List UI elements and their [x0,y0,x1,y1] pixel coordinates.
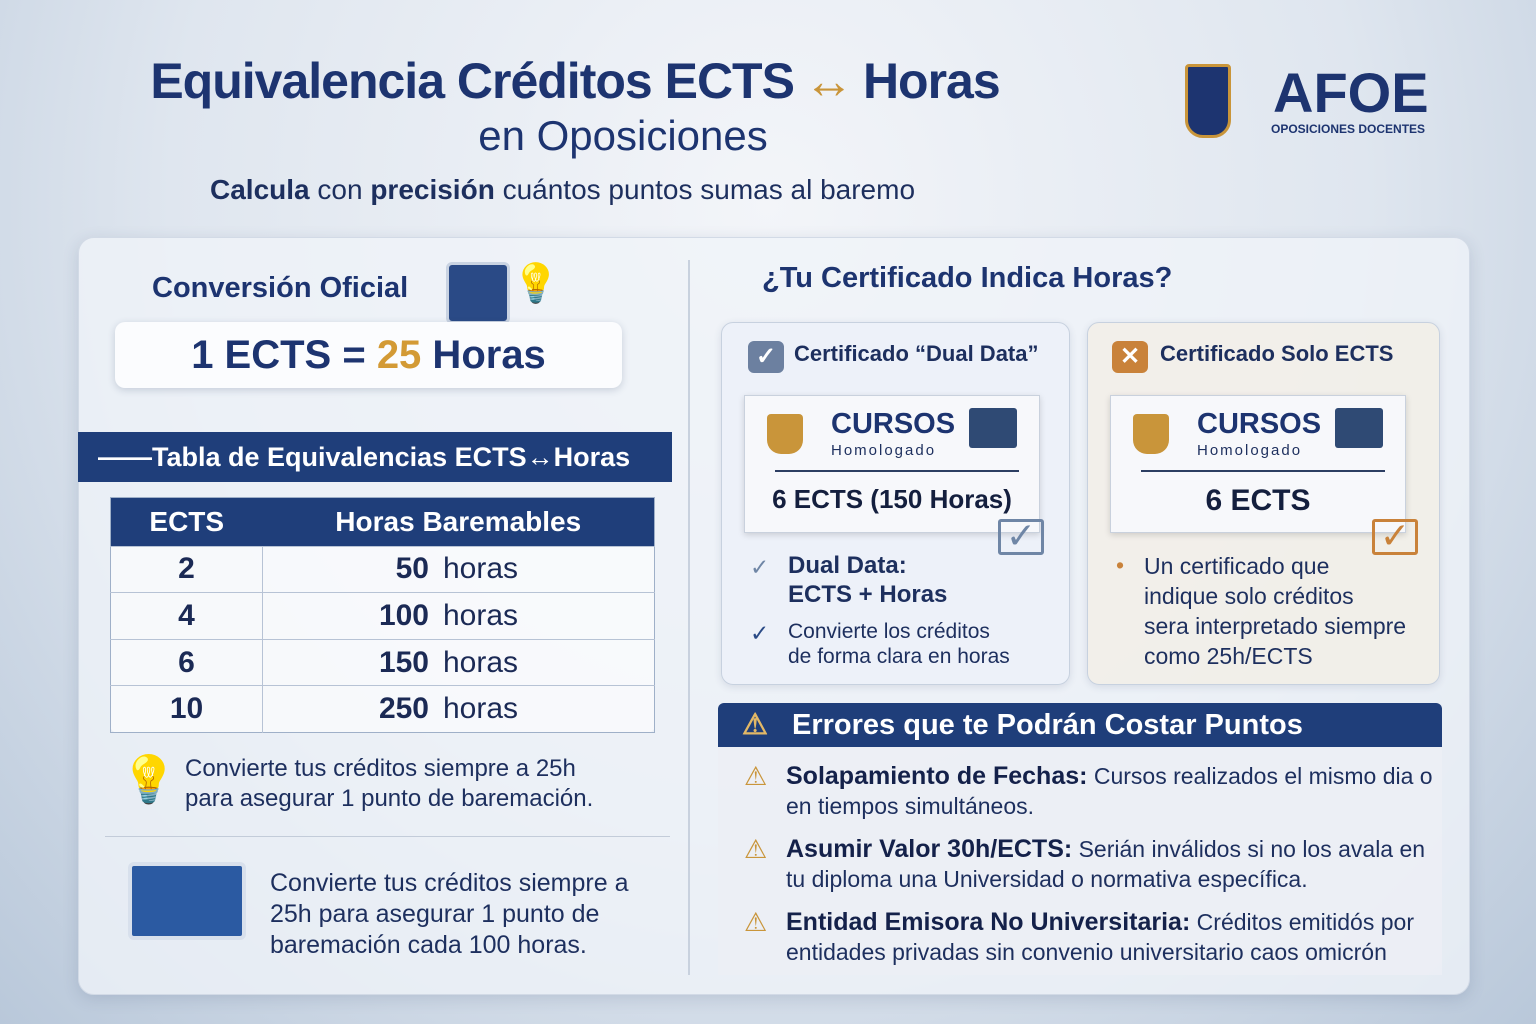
conversion-hours: 25 [376,333,422,377]
tagline-part: con [309,174,371,205]
lightbulb-icon: 💡 [120,753,178,805]
divider [105,836,670,837]
hours-value: 50 [395,552,429,586]
bullet-line: sera interpretado siempre [1144,613,1407,639]
bullet-text [788,619,1010,669]
errors-list [718,747,1442,975]
divider [775,470,1019,472]
warning-icon: ⚠ [742,709,768,741]
hours-cell [263,546,655,593]
doc-subtitle: Homologado [831,442,937,459]
shield-icon [1185,64,1231,138]
tip-line: Convierte tus créditos siempre a [270,869,629,897]
laptop-chart-icon [128,862,246,940]
divider [688,260,690,975]
error-text: Cursos realizados el mismo dia o en tiempos simultáneos. [786,763,1433,819]
bullet-line: Convierte los créditos [788,620,990,643]
column-header: ECTS [111,498,263,547]
error-label: Solapamiento de Fechas: [786,762,1088,790]
error-label: Entidad Emisora No Universitaria: [786,908,1191,936]
certificate-document [1110,395,1406,533]
certificate-document [744,395,1040,533]
ects-cell: 2 [111,546,263,593]
doc-title: CURSOS [1197,408,1322,440]
double-arrow-icon: ↔ [803,53,853,109]
tip-text [185,754,593,814]
title-part: Horas [862,53,1000,109]
check-icon: ✓ [750,620,770,646]
logo-subtitle: OPOSICIONES DOCENTES [1271,122,1426,136]
conversion-box [115,322,622,388]
calculator-icon [446,262,510,324]
tip-line: 25h para asegurar 1 punto de [270,900,600,928]
hours-value: 100 [378,599,429,632]
seal-icon [969,408,1017,448]
table-row [111,639,655,686]
doc-value: 6 ECTS [1205,484,1311,517]
ects-cell: 6 [111,639,263,686]
table-row [111,546,655,593]
bullet-line: ECTS + Horas [788,581,948,608]
tip-text [270,868,628,961]
conversion-text: 1 ECTS = [191,333,377,377]
tip-line: baremación cada 100 horas. [270,931,587,959]
afoe-logo [1185,60,1445,142]
seal-icon [1335,408,1383,448]
hours-cell [263,593,655,640]
x-box-icon: ✕ [1112,341,1148,373]
errors-header [718,703,1442,747]
warning-icon: ⚠ [744,761,768,791]
error-text: Serián inválidos si no los avala en tu diploma una Universidad o normativa específica. [786,836,1426,892]
doc-subtitle: Homologado [1197,442,1303,459]
page-title [0,52,1150,110]
doc-title: CURSOS [831,408,956,440]
hours-unit: horas [443,645,519,679]
tagline [210,174,915,206]
bullet-line: Un certificado que [1144,553,1330,579]
hours-unit: horas [443,552,519,586]
bullet-line: Dual Data: [788,552,907,579]
equivalence-table [110,497,655,733]
error-item [786,761,1442,821]
title-part: Equivalencia Créditos ECTS [150,53,794,109]
bullet-text [788,551,947,609]
error-label: Asumir Valor 30h/ECTS: [786,835,1073,863]
tagline-part: cuántos puntos sumas al baremo [494,174,916,205]
bullet-line: de forma clara en horas [788,645,1010,668]
lightbulb-icon: 💡 [512,263,560,305]
hours-value: 150 [378,645,429,679]
hours-value: 250 [378,692,429,726]
warning-icon: ⚠ [744,834,768,864]
tip-line: Convierte tus créditos siempre a 25h [185,755,576,782]
hours-unit: horas [443,692,519,726]
errors-title: Errores que te Podrán Costar Puntos [792,709,1303,741]
page-subtitle: en Oposiciones [478,112,768,159]
tip-line: para asegurar 1 punto de baremación. [185,785,594,812]
bullet-text [1144,551,1406,671]
hours-cell [263,686,655,733]
card-dual-data [721,322,1070,685]
table-row [111,686,655,733]
card-title: Certificado Solo ECTS [1160,341,1394,366]
tagline-part: Calcula [210,174,310,205]
card-title: Certificado “Dual Data” [794,341,1039,366]
bullet-dot-icon: • [1116,552,1125,578]
card-solo-ects [1087,322,1440,685]
coat-of-arms-icon [1133,414,1169,454]
warning-icon: ⚠ [744,907,768,937]
hours-cell [263,639,655,686]
logo-name: AFOE [1273,61,1429,124]
tagline-part: precisión [370,174,495,205]
table-title: ——Tabla de Equivalencias ECTS↔Horas [78,432,672,482]
conversion-label: Conversión Oficial [152,272,409,304]
divider [1141,470,1385,472]
bullet-line: como 25h/ECTS [1144,643,1313,669]
certificate-heading: ¿Tu Certificado Indica Horas? [762,262,1173,294]
column-header: Horas Baremables [263,498,655,547]
coat-of-arms-icon [767,414,803,454]
ects-cell: 4 [111,593,263,640]
checkbox-checked-icon: ✓ [748,341,784,373]
table-header-row [111,498,655,547]
table-row [111,593,655,640]
error-text: Créditos emitidós por entidades privadas sin convenio universitario caos omicrón [786,909,1414,965]
hours-unit: horas [443,599,519,632]
check-icon: ✓ [750,554,770,580]
bullet-line: indique solo créditos [1144,583,1354,609]
checkmark-box-icon: ✓ [1372,519,1418,555]
error-item [786,834,1442,894]
checkmark-box-icon: ✓ [998,519,1044,555]
error-item [786,907,1442,967]
conversion-text: Horas [421,333,546,377]
ects-cell: 10 [111,686,263,733]
doc-value: 6 ECTS (150 Horas) [772,484,1012,514]
